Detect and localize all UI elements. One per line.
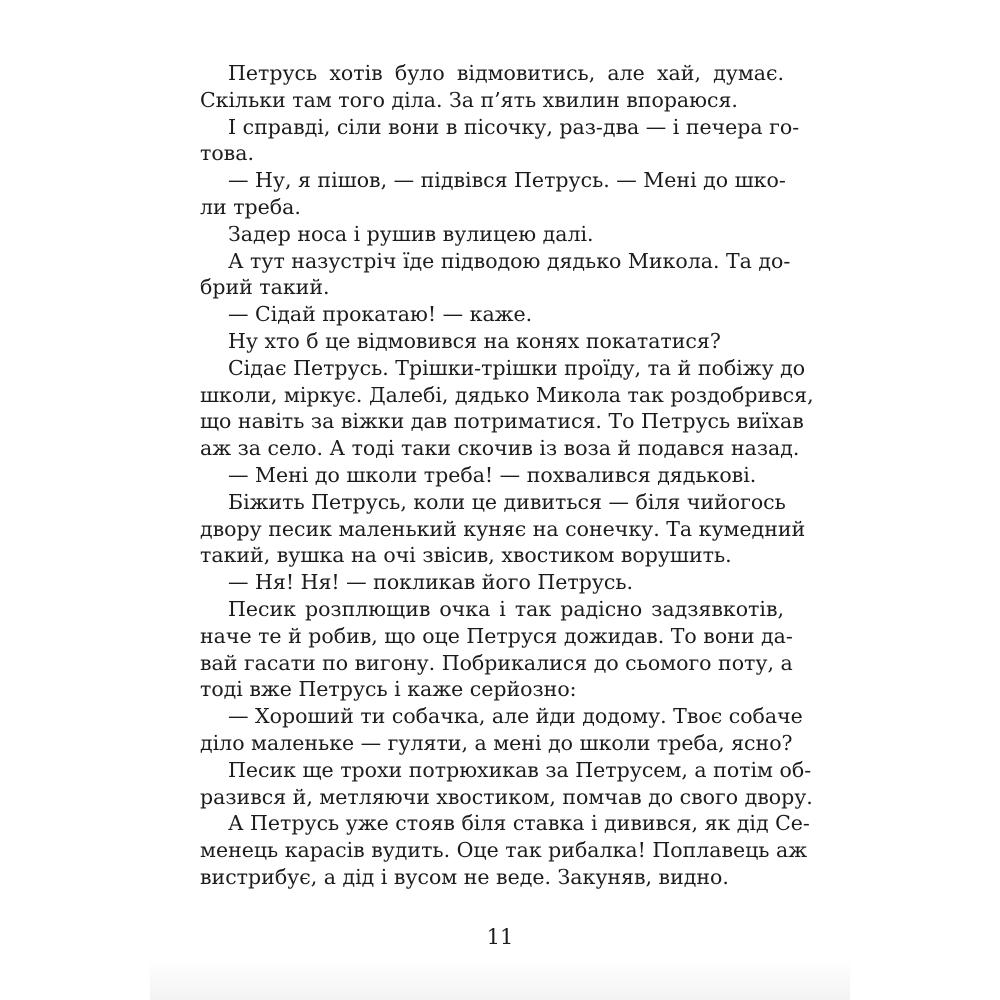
text-line: Задер носа і рушив вулицею далі. <box>228 221 594 246</box>
page-edge-shadow <box>150 960 850 1000</box>
text-line: тоді вже Петрусь і каже серйозно: <box>200 677 577 702</box>
text-line: Сідає Петрусь. Трішки-трішки проїду, та й побіжу до <box>228 355 806 380</box>
text-line: Песик ще трохи потрюхикав за Петрусем, а потім об- <box>228 757 812 782</box>
page-number: 11 <box>486 925 514 949</box>
text-line: вистрибує, а дід і вусом не веде. Закуняв, видно. <box>200 864 729 889</box>
text-line: школи, міркує. Далебі, дядько Микола так роздобрився, <box>200 382 814 407</box>
text-line: — Ну, я пішов, — підвівся Петрусь. — Мені до шко- <box>228 168 786 193</box>
text-line: аж за село. А тоді таки скочив із воза й подався назад. <box>200 436 800 461</box>
text-line: І справді, сіли вони в пісочку, раз-два — і печера го- <box>228 114 800 139</box>
text-line: ли треба. <box>200 194 301 219</box>
text-line: Ну хто б це відмовився на конях покататися? <box>228 328 721 353</box>
text-line: двору песик маленький куняє на сонечку. Та кумедний <box>200 516 806 541</box>
text-line: діло маленьке — гуляти, а мені до школи треба, ясно? <box>200 730 793 755</box>
text-line: това. <box>200 141 254 166</box>
text-line: такий, вушка на очі звісив, хвостиком ворушить. <box>200 543 732 568</box>
body-text <box>200 60 814 891</box>
text-line: — Ня! Ня! — покликав його Петрусь. <box>228 570 634 595</box>
text-line: — Сідай прокатаю! — каже. <box>228 302 533 327</box>
text-line: — Мені до школи треба! — похвалився дядькові. <box>228 462 757 487</box>
text-line: — Хороший ти собачка, але йди додому. Твоє собаче <box>228 704 803 729</box>
text-line: А тут назустріч їде підводою дядько Микола. Та до- <box>228 248 791 273</box>
text-line: Біжить Петрусь, коли це дивиться — біля чийогось <box>228 489 786 514</box>
text-line: разився й, метляючи хвостиком, помчав до свого двору. <box>200 784 813 809</box>
text-line: менець карасів вудить. Оце так рибалка! Поплавець аж <box>200 838 808 863</box>
text-line: Петрусь хотів було відмовитись, але хай, думає. <box>228 61 784 85</box>
text-line: наче те й робив, що оце Петруся дожидав. То вони да- <box>200 623 793 648</box>
text-line: що навіть за віжки дав потриматися. То Петрусь виїхав <box>200 409 804 434</box>
text-line: вай гасати по вигону. Побрикалися до сьомого поту, а <box>200 650 793 675</box>
text-line: А Петрусь уже стояв біля ставка і дивився, як дід Се- <box>228 811 810 836</box>
text-line: брий такий. <box>200 275 330 300</box>
text-line: Скільки там того діла. За п’ять хвилин впораюся. <box>200 87 738 112</box>
text-line: Песик розплющив очка і так радісно задзявкотів, <box>228 596 784 621</box>
